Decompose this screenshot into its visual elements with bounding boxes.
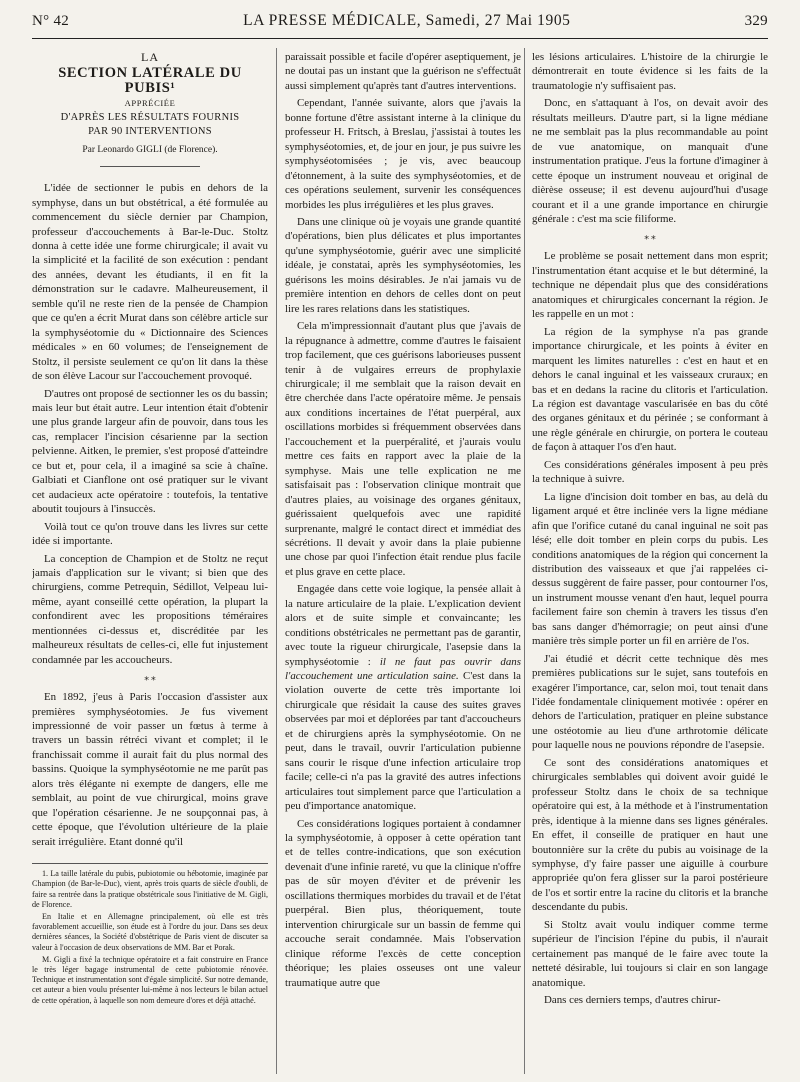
section-separator: ⁎ ⁎ <box>144 672 156 683</box>
article-heading <box>32 50 268 157</box>
column-3 <box>532 50 768 1076</box>
paragraph: Ces considérations logiques portaient à condamner la symphyséotomie, à opposer à cette opération tant et de telles contre-indications, que son exécution devenait d'une infinie rareté, vu que la clinique n'offre pas de sûr moyen d'éviter et de prévenir les oscillations thermiques morbides du travail et de l'état puerpéral. Bien plus, théoriquement, toute intervention chirurgicale sur un bassin de femme qui accouche serait condamnée. Mais l'observation clinique réforme l'excès de cette conception théorique; les plaies osseuses ont une valeur traumatique autre que <box>285 817 521 989</box>
footnote: 1. La taille latérale du pubis, pubiotomie ou hébotomie, imaginée par Champion (de Bar-le-Duc), vient, après trois quarts de siècle d'oubli, de faire sa rentrée dans la pratique obstétricale sous l'initiative de M. Gigli, de Florence. <box>32 869 268 909</box>
paragraph: Si Stoltz avait voulu indiquer comme terme supérieur de l'incision l'épine du pubis, il n'aurait certainement pas manqué de le faire avec toute la netteté désirable, lui toujours si clair en son langage anatomique. <box>532 918 768 989</box>
paragraph: Donc, en s'attaquant à l'os, on devait avoir des résultats meilleurs. D'autre part, si la ligne médiane ne me semblait pas la plus recommandable au point de vue anatomique, on manquait d'une instrumentation pratique. J'eus la fortune d'imaginer à cette époque un instrument nouveau et original de dièrèse osseuse; il est devenu aujourd'hui d'usage courant et il a une grande importance en chirurgie générale : c'est ma scie filiforme. <box>532 97 768 225</box>
paragraph: les lésions articulaires. L'histoire de la chirurgie le démontrerait en toute évidence si les faits de la traumatologie n'y suffisaient pas. <box>532 51 768 92</box>
article-subtitle-2: D'APRÈS LES RÉSULTATS FOURNIS <box>60 111 240 123</box>
paragraph-text: Engagée dans cette voie logique, la pensée allait à la nature articulaire de la plaie. L'explication devient alors et de suite simple et convaincante; les conditions obstétricales ne permettant pas de garantir, avec toute la rigueur chirurgicale, l'asepsie dans la symphyséotomie : <box>285 583 521 668</box>
article-subtitle: APPRÉCIÉE <box>124 98 176 109</box>
paragraph: Dans ces derniers temps, d'autres chirur- <box>544 994 721 1007</box>
issue-number: N° 42 <box>32 13 70 29</box>
paragraph: Cela m'impressionnait d'autant plus que j'avais de la répugnance à admettre, comme d'autres le faisaient trop facilement, que ces guérisons laborieuses pussent tenir à de vulgaires erreurs de prophylaxie chirurgicale; il me semblait que la raison devait en être cherchée dans l'acte opératoire même. Je pensais aux conditions incertaines de l'état puerpéral, aux oscillations morbides si fréquemment observées dans l'accouchement et la puerpéralité, et j'aurais voulu mettre ces faits en rapport avec la plaie de la symphyse. Mais une telle explication ne me satisfaisait pas : l'observation clinique montrait que d'autres plaies, au voisinage des organes génitaux, guérissaient quelquefois avec une rapidité surprenante, malgré le contact direct et immédiat des sécrétions. Il devait y avoir dans la plaie pubienne une chose par quoi l'infection était rendue plus facile et plus grave en cette place. <box>285 320 521 578</box>
paragraph: paraissait possible et facile d'opérer aseptiquement, je ne doutai pas un instant que la guérison ne s'effectuât aussi simplement qu'après tant d'autres interventions. <box>285 51 521 92</box>
emphasized-text: il ne faut pas ouvrir dans l'accouchement une articulation saine. <box>285 655 521 683</box>
section-separator: ⁎ ⁎ <box>644 231 656 242</box>
paragraph: La région de la symphyse n'a pas grande importance chirurgicale, et les points à éviter en marquent les limites naturelles : c'est en haut et en dehors le canal inguinal et les vaisseaux cruraux; en bas et en dedans la racine du clitoris et l'articulation. La région est davantage vascularisée en bas du côté des organes génitaux et du périnée ; se conformant à une règle générale en chirurgie, on portera le couteau de façon à attaquer l'os d'en haut. <box>532 325 768 454</box>
page-number: 329 <box>744 13 768 29</box>
paragraph: Voilà tout ce qu'on trouve dans les livres sur cette idée si importante. <box>32 520 268 548</box>
paragraph: La conception de Champion et de Stoltz ne reçut jamais d'application sur le vivant; si bien que des chirurgiens, comme Petrequin, Sédillot, Velpeau lui-même, ayant conseillé cette opération, la plupart la confondirent avec les propositions téméraires mentionnées ci-dessus et, discréditée par les malheureux résultats de celles-ci, elle fut injustement condamnée par les accoucheurs. <box>32 552 268 666</box>
paragraph: Ces considérations générales imposent à peu près la technique à suivre. <box>532 458 768 486</box>
article-kicker: LA <box>141 50 159 64</box>
paragraph: D'autres ont proposé de sectionner les os du bassin; mais leur but était autre. Leur intention était d'obtenir une plus grande largeur afin de pouvoir, dans tous les cas, remplacer l'incision césarienne par la section pelvienne. Aitken, le premier, s'est proposé d'atteindre ce but et, pour cela, il a imaginé sa scie à chaîne. Galbiati et Cianflone ont osé pratiquer sur le vivant cet audacieux acte opératoire : toutefois, la tentative aboutit toujours à l'insuccès. <box>32 387 268 516</box>
header-rule <box>32 38 768 39</box>
paragraph: Cependant, l'année suivante, alors que j'avais la bonne fortune d'être assistant interne à la clinique du professeur H. Fritsch, à Breslau, j'assistai à toutes les symphyséotomies, et, de jour en jour, je pus suivre les symphyséotomisées ; je vis, avec beaucoup d'étonnement, à la suite des symphyséotomies, et de ces opérations seulement, survenir les conséquences morbides les plus irrégulières et les plus graves. <box>285 97 521 211</box>
article-subtitle-3: PAR 90 INTERVENTIONS <box>88 126 212 138</box>
article-author: Par Leonardo GIGLI (de Florence). <box>82 144 218 155</box>
footnotes <box>32 863 268 1006</box>
paragraph: L'idée de sectionner le pubis en dehors de la symphyse, dans un but obstétrical, a été formulée au commencement du siècle dernier par Champion, professeur d'accouchements à Bar-le-Duc. Stoltz donna à cette idée une forme chirurgicale; il avait vu la simplicité et la facilité de son exécution : pendant des années, devant les étudiants, il en fit la démonstration sur le cadavre. Malheureusement, il semble qu'il ne reste rien de la pensée de Champion que ce qu'en a écrit Murat dans son célèbre article sur la symphyséotomie du « Dictionnaire des Sciences médicales » en 60 volumes; de l'enseignement de Stoltz, il persiste seulement ce qu'on lit dans la thèse de son élève Lacour sur l'accouchement provoqué. <box>32 182 268 383</box>
article-title: SECTION LATÉRALE DU PUBIS¹ <box>58 65 242 96</box>
heading-rule <box>100 166 200 167</box>
paragraph: En 1892, j'eus à Paris l'occasion d'assister aux premières symphyséotomies. Je fus vivement impressionné de voir passer un fœtus à terme à travers un bassin rétréci vivant et complet; il le franchissait comme il aurait fait du plus normal des bassins. Quoique la symphyséotomie ne me parût pas alors très élégante ni exempte de dangers, elle me semblait, au point de vue chirurgical, moins grave que l'opération césarienne. Je ne soupçonnai pas, à cette époque, que l'évolution ultérieure de la plaie serait irrégulière. Etant donné qu'il <box>32 691 268 848</box>
paragraph <box>285 582 521 813</box>
paragraph-text: C'est dans la violation ouverte de cette très importante loi chirurgicale que résidait la cause des suites graves observées par moi et déplorées par tant d'accoucheurs et de chirurgiens après la symphyséotomie. On ne peut, dans le travail, ouvrir l'articulation pubienne sans courir le risque d'une infection articulaire trop facile; celle-ci n'a pas la gravité des autres infections articulaires tout simplement parce que l'articulation a peu d'importance anatomique. <box>285 670 521 813</box>
paragraph: La ligne d'incision doit tomber en bas, au delà du ligament arqué et être inclinée vers la ligne médiane afin que l'orifice cutané du canal inguinal ne soit pas lésé; elle doit tomber en plein corps du pubis. Les conditions anatomiques de la région qui concernent la distribution des vaisseaux et que j'ai rappelées ci-dessus suggèrent de faire passer, pour contourner l'os, un instrument mousse venant d'en haut, lequel pourra facilement faire son chemin à travers les tissus d'en bas sans danger d'hémorragie; on peut ainsi d'une manière très simple porter un fil en arrière de l'os. <box>532 490 768 648</box>
paragraph: Ce sont des considérations anatomiques et chirurgicales semblables qui doivent avoir guidé le professeur Stoltz dans le choix de sa technique opératoire qui est, à la méthode et à l'instrumentation près, identique à la mienne dans ses lignes générales. En effet, il conseille de pratiquer en haut une boutonnière sur la crête du pubis au voisinage de la symphyse, d'y faire passer une aiguille à courbure appropriée qu'on fera glisser sur la paroi postérieure de l'os et sortir entre la racine du clitoris et la branche descendante du pubis. <box>532 756 768 914</box>
column-2 <box>285 50 521 1076</box>
footnote: En Italie et en Allemagne principalement, où elle est très favorablement accueillie, son étude est à l'ordre du jour. Dans ses deux dernières séances, la Société d'obstétrique de Paris vient de discuter sa valeur à l'occasion de deux observations de MM. Bar et Porak. <box>32 911 268 952</box>
journal-title: LA PRESSE MÉDICALE, Samedi, 27 Mai 1905 <box>243 12 571 29</box>
footnote: M. Gigli a fixé la technique opératoire et a fait construire en France le très léger bagage instrumental de cette pubiotomie rénovée. Technique et instrumentation sont d'égale simplicité. Sur notre demande, cet auteur a bien voulu présenter lui-même à nos lecteurs le bilan actuel de cette opération, à laquelle son nom demeure d'ores et déjà attaché. <box>32 954 268 1005</box>
paragraph: Dans une clinique où je voyais une grande quantité d'opérations, bien plus délicates et plus importantes qu'une symphyséotomie, guérir avec une simplicité idéale, je constatai, après les symphyséotomies, les guérisons les moins désirables. Je n'ai jamais vu de première intention en dehors de celles dont on peut lire les rares relations dans les statistiques. <box>285 215 521 315</box>
page-header <box>32 12 768 38</box>
paragraph: Le problème se posait nettement dans mon esprit; l'instrumentation étant acquise et le but déterminé, la technique ne dépendait plus que des considérations anatomiques et chirurgicales concernant la région. Je les rappelle en un mot : <box>532 250 768 321</box>
paragraph: J'ai étudié et décrit cette technique dès mes premières publications sur le sujet, sans toutefois en exagérer l'importance, car, selon moi, tout tenait dans l'idée fondamentale cliniquement motivée : opérer en dehors de l'articulation, pratiquer en pleine substance une ostéotomie au lieu d'une arthrotomie délicate pour laquelle nous ne pouvions répondre de l'asepsie. <box>532 652 768 752</box>
column-divider-2 <box>524 48 525 1074</box>
column-1 <box>32 50 268 1076</box>
column-divider-1 <box>276 48 277 1074</box>
